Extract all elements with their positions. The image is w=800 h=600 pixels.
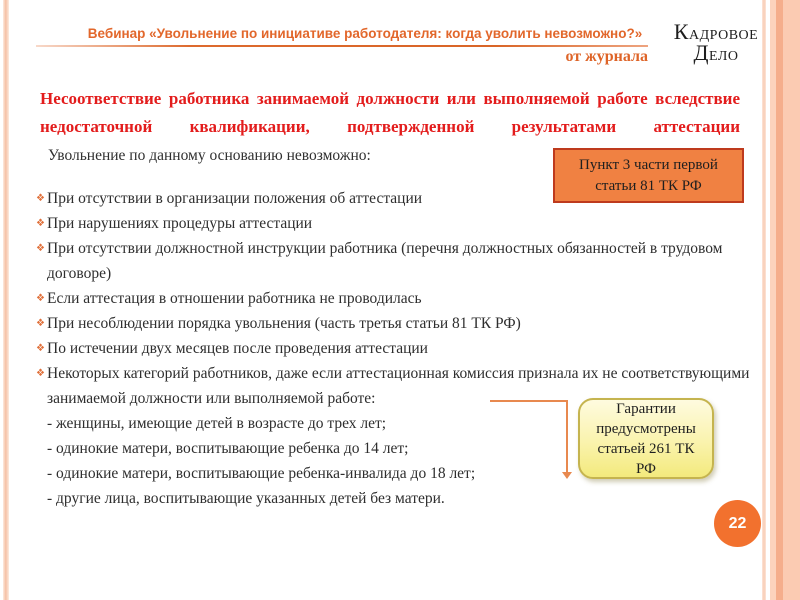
right-border-stripe-band: [770, 0, 800, 600]
list-item: ❖ Если аттестация в отношении работника не проводилась: [36, 286, 750, 311]
list-item: ❖ При несоблюдении порядка увольнения (часть третья статьи 81 ТК РФ): [36, 311, 750, 336]
law-reference-callout: Пункт 3 части первой статьи 81 ТК РФ: [553, 148, 744, 203]
diamond-bullet-icon: ❖: [36, 293, 45, 304]
logo-line2: ДЕЛО: [693, 39, 739, 65]
sub-item: - женщины, имеющие детей в возрасте до трех лет;: [47, 415, 387, 432]
diamond-bullet-icon: ❖: [36, 218, 45, 229]
right-border-stripe-thin: [762, 0, 766, 600]
list-item: ❖ При нарушениях процедуры аттестации: [36, 211, 750, 236]
slide-title: Несоответствие работника занимаемой должности или выполняемой работе вследствие недостаточной квалификации, подтвержденной результатами аттестации: [40, 89, 740, 136]
page-number-badge: 22: [714, 500, 761, 547]
sub-item: - одинокие матери, воспитывающие ребенка-инвалида до 18 лет;: [47, 465, 476, 482]
sub-item: - другие лица, воспитывающие указанных детей без матери.: [47, 490, 445, 507]
logo-line1: КАДРОВОЕ: [673, 19, 759, 44]
connector-line-vertical: [566, 400, 568, 473]
list-item: ❖ По истечении двух месяцев после проведения аттестации: [36, 336, 750, 361]
list-item: ❖ При отсутствии должностной инструкции работника (перечня должностных обязанностей в трудовом договоре): [36, 236, 750, 286]
webinar-header-title: Вебинар «Увольнение по инициативе работодателя: когда уволить невозможно?»: [87, 26, 643, 41]
list-item: [36, 486, 750, 511]
diamond-bullet-icon: ❖: [36, 368, 45, 379]
connector-arrow-icon: [562, 472, 572, 479]
intro-text: Увольнение по данному основанию невозможно:: [48, 147, 371, 164]
diamond-bullet-icon: ❖: [36, 243, 45, 254]
header-divider-line: [36, 45, 648, 47]
list-item: ❖ Некоторых категорий работников, даже если аттестационная комиссия признала их не соответствующими занимаемой должности или выполняемой работе:: [36, 361, 750, 411]
connector-line-horizontal: [490, 400, 568, 402]
left-border-stripe: [3, 0, 9, 600]
diamond-bullet-icon: ❖: [36, 343, 45, 354]
guarantee-callout: Гарантии предусмотрены статьей 261 ТК РФ: [578, 398, 714, 479]
sub-item: - одинокие матери, воспитывающие ребенка до 14 лет;: [47, 440, 409, 457]
header-subtitle: от журнала: [565, 48, 648, 65]
diamond-bullet-icon: ❖: [36, 193, 45, 204]
list-item: ❖ При отсутствии в организации положения об аттестации: [36, 186, 750, 211]
kadrovoe-delo-logo: [660, 20, 772, 65]
diamond-bullet-icon: ❖: [36, 318, 45, 329]
